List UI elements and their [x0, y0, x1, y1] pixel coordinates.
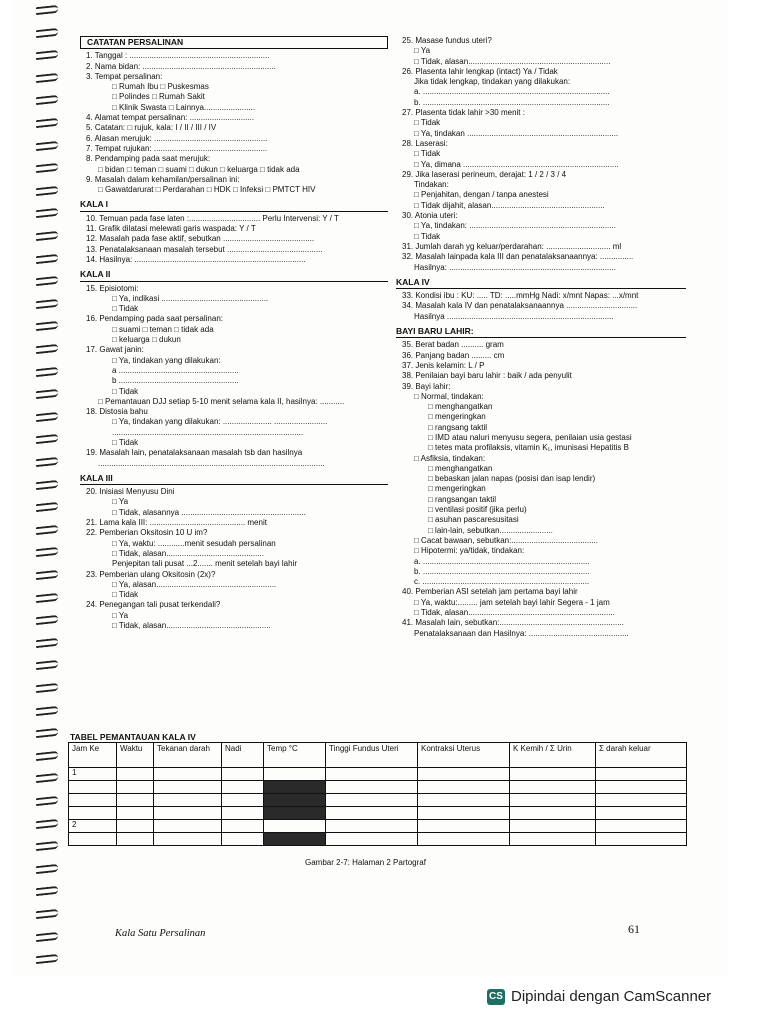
form-line: □ menghangatkan — [428, 463, 493, 473]
table-cell[interactable] — [222, 781, 264, 794]
form-line: 18. Distosia bahu — [86, 407, 148, 417]
spiral-ring — [34, 863, 62, 875]
form-line: a ...................................................... — [112, 365, 239, 375]
table-cell[interactable] — [222, 820, 264, 833]
form-line: ...................................................................................... — [112, 427, 304, 437]
table-cell[interactable] — [117, 833, 154, 846]
form-line: 14. Hasilnya: ............................................................................. — [86, 254, 306, 264]
section-bayi-baru-lahir: BAYI BARU LAHIR: — [396, 326, 686, 338]
form-line: □ Ya, tindakan yang dilakukan: — [112, 355, 221, 365]
form-line: b ...................................................... — [112, 376, 239, 386]
table-row — [69, 820, 687, 833]
form-line: □ rangsang taktil — [428, 422, 488, 432]
table-header-cell: Nadi — [222, 743, 264, 768]
form-line: 19. Masalah lain, penatalaksanaan masalah tsb dan hasilnya — [86, 448, 303, 458]
table-header-cell: K Kemih / Σ Urin — [510, 743, 596, 768]
form-line: □ Tidak, alasan.................................................................. — [414, 608, 615, 618]
spiral-ring — [34, 162, 62, 174]
form-line: 5. Catatan: □ rujuk, kala: I / II / III / IV — [86, 123, 217, 133]
camscanner-badge — [487, 988, 711, 1005]
spiral-ring — [34, 908, 62, 920]
form-line: 20. Inisiasi Menyusu Dini — [86, 487, 175, 497]
table-cell[interactable] — [69, 794, 117, 807]
form-line: 27. Plasenta tidak lahir >30 menit : — [402, 108, 525, 118]
table-header-cell: Jam Ke — [69, 743, 117, 768]
form-line: 31. Jumlah darah yg keluar/perdarahan: ............................. ml — [402, 241, 622, 251]
spiral-ring — [34, 659, 62, 671]
form-line: a. .................................................................................... — [414, 87, 610, 97]
spiral-ring — [34, 433, 62, 445]
table-cell[interactable]: 2 — [69, 820, 117, 833]
form-line: 23. Pemberian ulang Oksitosin (2x)? — [86, 569, 216, 579]
spiral-ring — [34, 366, 62, 378]
spiral-ring — [34, 94, 62, 106]
table-header-cell: Tinggi Fundus Uteri — [326, 743, 418, 768]
form-line: 17. Gawat janin: — [86, 345, 144, 355]
form-line: 21. Lama kala III: ........................................... menit — [86, 518, 267, 528]
form-line: 3. Tempat persalinan: — [86, 71, 163, 81]
table-row — [69, 781, 687, 794]
spiral-ring — [34, 479, 62, 491]
form-line: □ Pemantauan DJJ setiap 5-10 menit selama kala II, hasilnya: ........... — [98, 396, 345, 406]
form-line: 9. Masalah dalam kehamilan/persalinan ini: — [86, 174, 240, 184]
form-line: 10. Temuan pada fase laten :................................ Perlu Intervensi: Y / T — [86, 213, 339, 223]
spiral-ring — [34, 524, 62, 536]
table-header-cell: Kontraksi Uterus — [418, 743, 510, 768]
form-line: 24. Penegangan tali pusat terkendali? — [86, 600, 221, 610]
spiral-ring — [34, 795, 62, 807]
form-line: 2. Nama bidan: ............................................................ — [86, 61, 276, 71]
form-line: □ tetes mata profilaksis, vitamin K₁, imunisasi Hepatitis B — [428, 443, 629, 453]
table-cell[interactable] — [596, 820, 687, 833]
right-column — [396, 36, 686, 639]
form-line: 33. Kondisi ibu : KU: ..... TD: .....mmHg Nadi: x/mnt Napas: ...x/mnt — [402, 291, 639, 301]
form-line: □ keluarga □ dukun — [112, 335, 181, 345]
form-line: □ Tidak, alasan............................................... — [112, 621, 271, 631]
form-line: 26. Plasenta lahir lengkap (intact) Ya / Tidak — [402, 66, 558, 76]
form-line: □ Asfiksia, tindakan: — [414, 453, 486, 463]
form-line: □ suami □ teman □ tidak ada — [112, 324, 214, 334]
section-kala-2: KALA II — [80, 269, 388, 281]
spiral-ring — [34, 682, 62, 694]
table-cell[interactable] — [117, 768, 154, 781]
table-cell[interactable] — [264, 794, 326, 807]
form-line: □ Ya, tindakan: .................................................................. — [414, 221, 616, 231]
form-line: □ Ya, dimana ...................................................................... — [414, 159, 619, 169]
kala-iv-monitoring-table — [68, 742, 687, 846]
form-line: 28. Laserasi: — [402, 138, 448, 148]
spiral-ring — [34, 275, 62, 287]
spiral-ring — [34, 592, 62, 604]
table-cell[interactable] — [69, 833, 117, 846]
spiral-ring — [34, 772, 62, 784]
form-line: Penatalaksanaan dan Hasilnya: ............................................. — [414, 628, 629, 638]
section-kala-1: KALA I — [80, 199, 388, 211]
form-line: □ Tidak — [414, 118, 441, 128]
table-cell[interactable] — [326, 781, 418, 794]
form-line: □ Tidak — [414, 231, 441, 241]
form-line: 25. Masase fundus uteri? — [402, 36, 492, 45]
spiral-ring — [34, 953, 62, 965]
table-cell[interactable] — [222, 768, 264, 781]
table-cell[interactable] — [69, 807, 117, 820]
table-row — [69, 768, 687, 781]
table-title: TABEL PEMANTAUAN KALA IV — [70, 732, 196, 742]
form-line: □ Ya, indikasi ................................................ — [112, 293, 269, 303]
footer-chapter: Kala Satu Persalinan — [115, 928, 206, 939]
table-cell[interactable] — [326, 820, 418, 833]
form-line: □ Ya, waktu: ............menit sesudah persalinan — [112, 538, 276, 548]
table-cell[interactable] — [510, 794, 596, 807]
form-line: □ rangsangan taktil — [428, 494, 496, 504]
spiral-ring — [34, 456, 62, 468]
table-header-cell: Temp °C — [264, 743, 326, 768]
form-line: □ asuhan pascaresusitasi — [428, 515, 519, 525]
form-line: □ Tidak, alasannya ........................................................ — [112, 507, 306, 517]
form-line: □ Tidak, alasan................................................................ — [414, 56, 611, 66]
form-line: Jika tidak lengkap, tindakan yang dilakukan: — [414, 77, 571, 87]
table-cell[interactable] — [154, 781, 222, 794]
form-line: a. ........................................................................... — [414, 556, 590, 566]
table-cell[interactable] — [418, 820, 510, 833]
form-line: □ Klinik Swasta □ Lainnya....................... — [112, 102, 256, 112]
table-cell[interactable] — [326, 768, 418, 781]
form-line: 22. Pemberian Oksitosin 10 U im? — [86, 528, 208, 538]
spiral-ring — [34, 885, 62, 897]
spiral-ring — [34, 185, 62, 197]
table-cell[interactable] — [117, 820, 154, 833]
spiral-ring — [34, 501, 62, 513]
table-cell[interactable] — [154, 794, 222, 807]
table-cell[interactable] — [264, 781, 326, 794]
table-cell[interactable] — [154, 833, 222, 846]
section-kala-4: KALA IV — [396, 277, 686, 289]
table-cell[interactable] — [326, 833, 418, 846]
table-header-cell: Waktu — [117, 743, 154, 768]
spiral-ring — [34, 207, 62, 219]
form-line: 11. Grafik dilatasi melewati garis waspada: Y / T — [86, 224, 256, 234]
spiral-ring — [34, 411, 62, 423]
form-line: ...................................................................................................... — [98, 458, 325, 468]
form-line: □ Cacat bawaan, sebutkan:....................................... — [414, 535, 599, 545]
form-line: □ IMD atau naluri menyusu segera, penilaian usia gestasi — [428, 432, 632, 442]
table-header-cell: Σ darah keluar — [596, 743, 687, 768]
form-line: □ Normal, tindakan: — [414, 391, 484, 401]
form-line: b. ........................................................................... — [414, 566, 590, 576]
form-line: □ Gawatdarurat □ Perdarahan □ HDK □ Infeksi □ PMTCT HIV — [98, 185, 316, 195]
spiral-ring — [34, 750, 62, 762]
form-line: b. .................................................................................... — [414, 97, 610, 107]
form-line: 39. Bayi lahir: — [402, 381, 451, 391]
spiral-ring — [34, 840, 62, 852]
spiral-ring — [34, 27, 62, 39]
spiral-ring — [34, 569, 62, 581]
form-line: □ Ya — [112, 497, 129, 507]
table-cell[interactable] — [264, 768, 326, 781]
camscanner-logo-icon: CS — [487, 989, 505, 1005]
table-cell[interactable] — [117, 794, 154, 807]
form-line: 37. Jenis kelamin: L / P — [402, 360, 485, 370]
left-column — [80, 36, 388, 631]
form-line: 6. Alasan merujuk: ................................................... — [86, 133, 268, 143]
spiral-binding — [34, 0, 64, 975]
form-line: 30. Atonia uteri: — [402, 211, 458, 221]
form-line: □ Polindes □ Rumah Sakit — [112, 92, 205, 102]
table-row — [69, 833, 687, 846]
table-cell[interactable] — [326, 807, 418, 820]
form-line: 12. Masalah pada fase aktif, sebutkan ......................................... — [86, 234, 315, 244]
form-line: 16. Pendamping pada saat persalinan: — [86, 314, 223, 324]
table-cell[interactable] — [510, 768, 596, 781]
form-line: Tindakan: — [414, 180, 449, 190]
table-cell[interactable] — [510, 833, 596, 846]
table-row — [69, 794, 687, 807]
table-cell[interactable] — [596, 807, 687, 820]
table-cell[interactable] — [418, 807, 510, 820]
spiral-ring — [34, 298, 62, 310]
spiral-ring — [34, 818, 62, 830]
table-cell[interactable] — [596, 768, 687, 781]
form-line: □ bebaskan jalan napas (posisi dan isap lendir) — [428, 474, 596, 484]
table-cell[interactable] — [264, 833, 326, 846]
table-cell[interactable] — [154, 820, 222, 833]
spiral-ring — [34, 705, 62, 717]
form-line: □ Rumah Ibu □ Puskesmas — [112, 82, 209, 92]
table-cell[interactable] — [117, 781, 154, 794]
spiral-ring — [34, 546, 62, 558]
figure-caption: Gambar 2-7: Halaman 2 Partograf — [305, 858, 426, 867]
form-line: □ menghangatkan — [428, 402, 493, 412]
spiral-ring — [34, 4, 62, 16]
form-line: Hasilnya ........................................................................... — [414, 311, 614, 321]
table-cell[interactable] — [222, 807, 264, 820]
section-kala-3: KALA III — [80, 473, 388, 485]
table-cell[interactable] — [596, 833, 687, 846]
form-line: □ Tidak — [112, 590, 139, 600]
table-cell[interactable] — [117, 807, 154, 820]
table-cell[interactable]: 1 — [69, 768, 117, 781]
form-line: 35. Berat badan .......... gram — [402, 340, 504, 350]
camscanner-text: Dipindai dengan CamScanner — [511, 988, 712, 1005]
form-line: □ mengeringkan — [428, 484, 486, 494]
form-line: □ Tidak — [112, 386, 139, 396]
spiral-ring — [34, 230, 62, 242]
form-line: □ ventilasi positif (jika perlu) — [428, 505, 527, 515]
table-cell[interactable] — [418, 768, 510, 781]
form-line: □ bidan □ teman □ suami □ dukun □ keluarga □ tidak ada — [98, 164, 300, 174]
form-line: □ Penjahitan, dengan / tanpa anestesi — [414, 190, 549, 200]
form-line: □ Tidak dijahit, alasan................................................... — [414, 200, 605, 210]
table-row — [69, 807, 687, 820]
table-cell[interactable] — [264, 820, 326, 833]
form-line: 7. Tempat rujukan: ................................................... — [86, 143, 268, 153]
spiral-ring — [34, 727, 62, 739]
table-cell[interactable] — [510, 807, 596, 820]
table-cell[interactable] — [222, 794, 264, 807]
table-cell[interactable] — [596, 781, 687, 794]
form-line: □ Ya, tindakan .................................................................... — [414, 128, 619, 138]
form-line: □ Tidak — [112, 304, 139, 314]
table-cell[interactable] — [418, 833, 510, 846]
spiral-ring — [34, 253, 62, 265]
form-line: □ Ya, waktu:......... jam setelah bayi lahir Segera - 1 jam — [414, 597, 610, 607]
form-line: □ Hipotermi: ya/tidak, tindakan: — [414, 546, 525, 556]
form-line: Penjepitan tali pusat ...2....... menit setelah bayi lahir — [112, 559, 297, 569]
spiral-ring — [34, 140, 62, 152]
form-line: 13. Penatalaksanaan masalah tersebut ........................................... — [86, 244, 323, 254]
table-cell[interactable] — [264, 807, 326, 820]
table-cell[interactable] — [222, 833, 264, 846]
spiral-ring — [34, 388, 62, 400]
spiral-ring — [34, 637, 62, 649]
spiral-ring — [34, 49, 62, 61]
table-cell[interactable] — [418, 794, 510, 807]
page-number: 61 — [628, 922, 640, 936]
form-line: 38. Penilaian bayi baru lahir : baik / ada penyulit — [402, 371, 572, 381]
table-header-cell: Tekanan darah — [154, 743, 222, 768]
form-line: 41. Masalah lain, sebutkan:........................................................ — [402, 618, 624, 628]
form-line: 15. Episiotomi: — [86, 283, 139, 293]
form-line: 1. Tanggal : ............................................................... — [86, 51, 270, 61]
form-line: 36. Panjang badan ......... cm — [402, 350, 505, 360]
spiral-ring — [34, 117, 62, 129]
table-cell[interactable] — [69, 781, 117, 794]
spiral-ring — [34, 614, 62, 626]
table-cell[interactable] — [418, 781, 510, 794]
spiral-ring — [34, 72, 62, 84]
form-title: CATATAN PERSALINAN — [80, 36, 388, 49]
table-cell[interactable] — [596, 794, 687, 807]
form-line: 34. Masalah kala IV dan penatalaksanaannya ................................ — [402, 301, 638, 311]
spiral-ring — [34, 931, 62, 943]
form-line: 40. Pemberian ASI setelah jam pertama bayi lahir — [402, 587, 578, 597]
spiral-ring — [34, 320, 62, 332]
form-line: 8. Pendamping pada saat merujuk: — [86, 154, 211, 164]
form-line: □ Ya, alasan...................................................... — [112, 579, 277, 589]
form-line: □ Tidak — [414, 149, 441, 159]
form-line: □ Ya, tindakan yang dilakukan: ...................... ........................ — [112, 417, 328, 427]
form-line: 4. Alamat tempat persalinan: ............................. — [86, 113, 255, 123]
table-cell[interactable] — [154, 768, 222, 781]
form-line: Hasilnya: ........................................................................... — [414, 262, 616, 272]
form-line: c. ........................................................................... — [414, 577, 590, 587]
table-cell[interactable] — [510, 781, 596, 794]
form-line: □ Ya — [112, 610, 129, 620]
table-cell[interactable] — [326, 794, 418, 807]
table-cell[interactable] — [510, 820, 596, 833]
spiral-ring — [34, 343, 62, 355]
form-line: □ Tidak — [112, 437, 139, 447]
form-line: □ mengeringkan — [428, 412, 486, 422]
form-line: 32. Masalah lainpada kala III dan penatalaksanaannya: ............... — [402, 252, 634, 262]
form-line: 29. Jika laserasi perineum, derajat: 1 / 2 / 3 / 4 — [402, 169, 567, 179]
form-line: □ Ya — [414, 46, 431, 56]
form-line: □ Tidak, alasan............................................ — [112, 548, 264, 558]
table-cell[interactable] — [154, 807, 222, 820]
form-line: □ lain-lain, sebutkan........................ — [428, 525, 553, 535]
